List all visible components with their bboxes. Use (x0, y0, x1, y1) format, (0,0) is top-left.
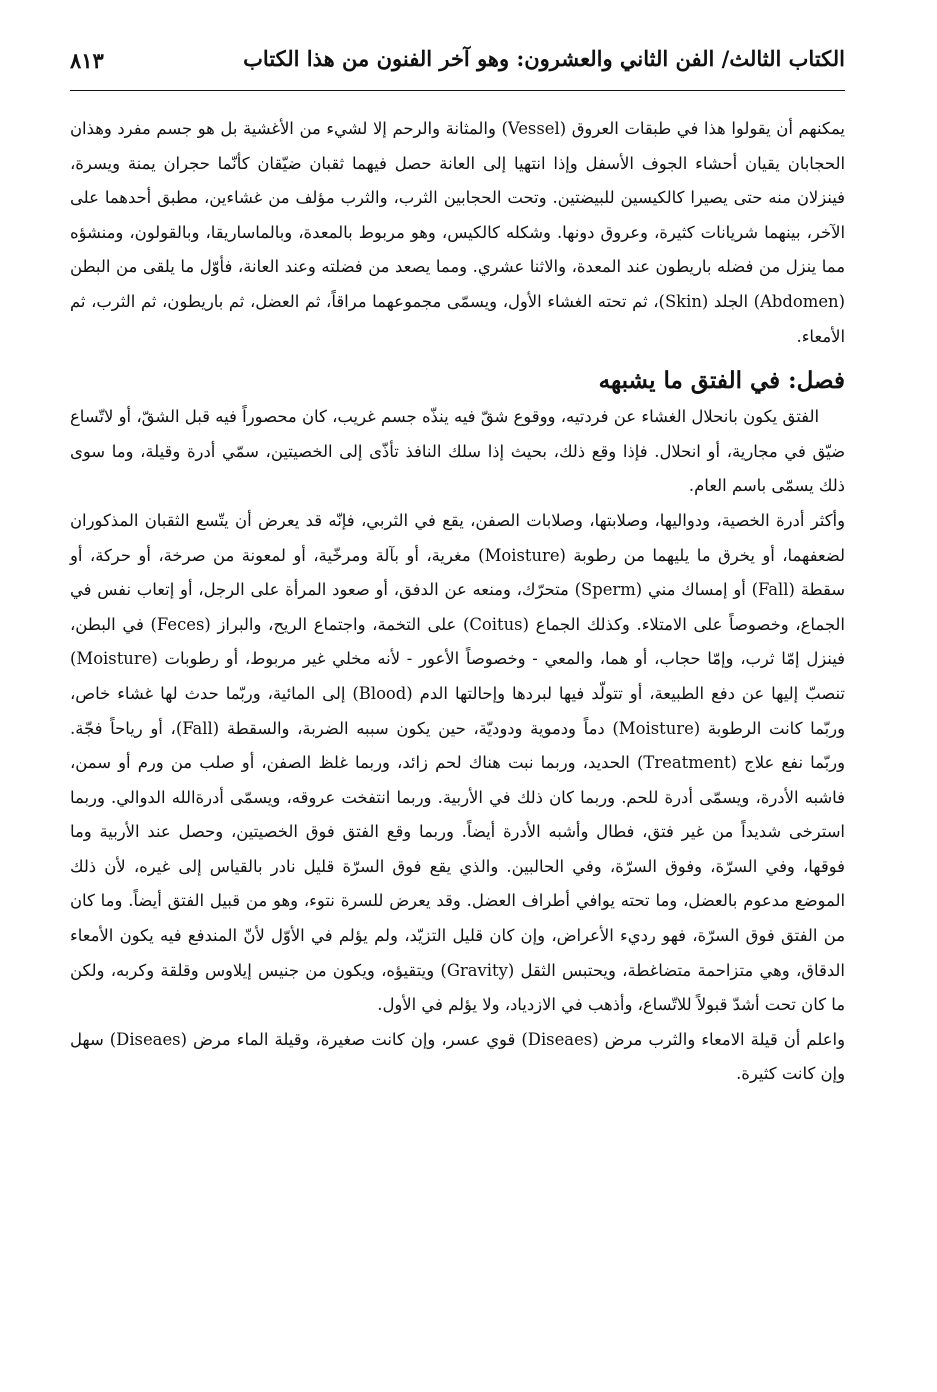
running-header (70, 40, 845, 91)
paragraph-hernia-causes: وأكثر أدرة الخصية، ودواليها، وصلابتها، وصلابات الصفن، يقع في الثربي، فإنّه قد يعرض أن يتّسع الثقبان المذكوران لضعفهما، أو يخرق ما يليهما من رطوبة (Moisture) مغرية، أو بآلة ومرخّية، أو لمعونة من صرخة، أو حركة، أو سقطة (Fall) أو إمساك مني (Sperm) متحرّك، ومنعه عن الدفق، أو صعود المرأة على الرجل، أو إتعاب نفس في الجماع، وخصوصاً على الامتلاء. وكذلك الجماع (Coitus) على التخمة، واجتماع الريح، والبراز (Feces) في البطن، فينزل إمّا ثرب، وإمّا حجاب، أو هما، والمعي - وخصوصاً الأعور - لأنه مخلي غير مربوط، أو رطوبات (Moisture) تنصبّ إليها عن دفع الطبيعة، أو تتولّد فيها لبردها وإحالتها الدم (Blood) إلى المائية، وربّما حدث لها غشاء خاص، وربّما كانت الرطوبة (Moisture) دماً ودموية ودوديّة، حين يكون سببه الضربة، والسقطة (Fall)، أو رياحاً فجّة. وربّما نفع علاج (Treatment) الحديد، وربما نبت هناك لحم زائد، وربما غلظ الصفن، أو صلب من ورم أو سمن، فاشبه الأدرة، ويسمّى أدرة للحم. وربما كان ذلك في الأربية. وربما انتفخت عروقه، ويسمّى أدرةالله الدوالي. وربما استرخى شديداً من غير فتق، فطال وأشبه الأدرة أيضاً. وربما وقع الفتق فوق الخصيتين، وحصل عند الأربية وما فوقها، وفي السرّة، وفوق السرّة، وفي الحالبين. والذي يقع فوق السرّة قليل نادر بالقياس إلى غيره، لأن ذلك الموضع مدعوم بالعضل، وما تحته يوافي أطراف العضل. وقد يعرض للسرة نتوء، وهو من قبيل الفتق أيضاً. وما كان من الفتق فوق السرّة، فهو رديء الأعراض، وإن كان قليل التزيّد، ولم يؤلم في الأوّل لأنّ المندفع فيه يكون الأمعاء الدقاق، وهي متزاحمة متضاغطة، ويحتبس الثقل (Gravity) ويتقيؤه، ويكون من جنيس إيلاوس وقلقة وكربه، ولكن ما كان تحت أشدّ قبولاً للاتّساع، وأذهب في الازدياد، ولا يؤلم في الأول. (70, 510, 846, 1015)
paragraph-conclusion: واعلم أن قيلة الامعاء والثرب مرض (Diseaes) قوي عسر، وإن كانت صغيرة، وقيلة الماء مرض (Diseaes) سهل وإن كانت كثيرة. (70, 1029, 845, 1084)
page-body (70, 112, 845, 1092)
paragraph-continuation: يمكنهم أن يقولوا هذا في طبقات العروق (Vessel) والمثانة والرحم إلا لشيء من الأغشية بل هو جسم مفرد وهذان الحجابان يقيان أحشاء الجوف الأسفل وإذا انتهيا إلى العانة حصل فيهما ثقبان ضيّقان كأنّما حجران يمنة ويسرة، فينزلان منه حتى يصيرا كالكيسين للبيضتين. وتحت الحجابين الثرب، والثرب مؤلف من غشاءين، مطبق أحدهما على الآخر، بينهما شريانات كثيرة، وعروق دونها. وشكله كالكيس، وهو مربوط بالمعدة، وبالماساريقا، وبالقولون، ومنشؤه مما ينزل من فضله باريطون عند المعدة، والاثنا عشري. ومما يصعد من فضلته وعند العانة، فأوّل ما يلقى من البطن (Abdomen) الجلد (Skin)، ثم تحته الغشاء الأول، ويسمّى مجموعهما مراقاً، ثم العضل، ثم باريطون، ثم الثرب، ثم الأمعاء. (70, 119, 845, 346)
section-heading: فصل: في الفتق ما يشبهه (598, 367, 845, 395)
page-number: ٨١٣ (70, 48, 104, 73)
running-title: الكتاب الثالث/ الفن الثاني والعشرون: وهو آخر الفنون من هذا الكتاب (243, 46, 845, 71)
paragraph-hernia-definition: الفتق يكون بانحلال الغشاء عن فردتيه، ووقوع شقّ فيه ينذّه جسم غريب، كان محصوراً فيه قبل الشقّ، أو لاتّساع ضيّق في مجارية، أو انحلال. فإذا وقع ذلك، بحيث إذا سلك النافذ تأذّى إلى الخصيتين، سمّي أدرة وقيلة، وما سوى ذلك يسمّى باسم العام. (70, 407, 845, 496)
